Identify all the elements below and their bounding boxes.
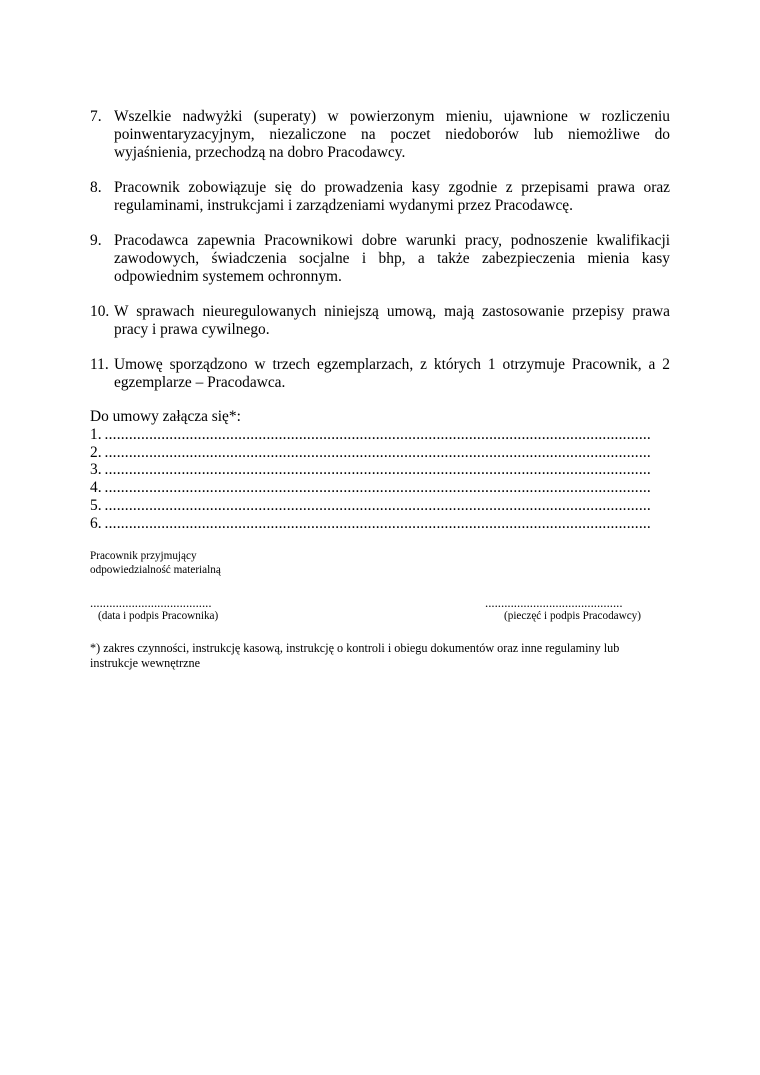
- clause-text: Pracownik zobowiązuje się do prowadzenia kasy zgodnie z przepisami prawa oraz regulaminami, instrukcjami i zarządzeniami wydanymi przez Pracodawcę.: [114, 178, 670, 214]
- clause-text: Pracodawca zapewnia Pracownikowi dobre warunki pracy, podnoszenie kwalifikacji zawodowych, świadczenia socjalne i bhp, a także zabezpieczenia mienia kasy odpowiednim systemem ochronnym.: [114, 231, 670, 285]
- attachment-number: 3.: [90, 461, 102, 479]
- attachment-line-1: [90, 426, 670, 444]
- clause-text: Wszelkie nadwyżki (superaty) w powierzonym mieniu, ujawnione w rozliczeniu poinwentaryzacyjnym, niezaliczone na poczet niedoborów lub niemożliwe do wyjaśnienia, przechodzą na dobro Pracodawcy.: [114, 108, 670, 161]
- clause-number: 11.: [90, 355, 109, 373]
- clause-text: W sprawach nieuregulowanych niniejszą umową, mają zastosowanie przepisy prawa pracy i prawa cywilnego.: [114, 302, 670, 338]
- attachment-line-3: [90, 461, 670, 479]
- employee-signature-line: ......................................: [90, 596, 212, 610]
- clause-9: [90, 232, 670, 285]
- attachment-fill-line: .......................................................................................................................................: [104, 479, 651, 497]
- attachment-number: 2.: [90, 443, 102, 461]
- attachment-number: 4.: [90, 479, 102, 497]
- attachment-fill-line: .......................................................................................................................................: [104, 514, 651, 532]
- attachment-fill-line: .......................................................................................................................................: [104, 443, 651, 461]
- attachment-line-6: [90, 515, 670, 533]
- clause-number: 7.: [90, 108, 102, 125]
- attachment-number: 6.: [90, 514, 102, 532]
- clause-8: [90, 179, 670, 215]
- clause-10: [90, 303, 670, 339]
- employer-signature-line: ...........................................: [485, 596, 623, 610]
- attachment-line-5: [90, 497, 670, 515]
- attachments-heading: Do umowy załącza się*:: [90, 408, 241, 425]
- employee-signature-label: [90, 549, 221, 577]
- attachment-line-2: [90, 444, 670, 462]
- clause-text: Umowę sporządzono w trzech egzemplarzach, z których 1 otrzymuje Pracownik, a 2 egzemplarze – Pracodawca.: [114, 355, 670, 391]
- clause-number: 9.: [90, 231, 102, 249]
- footnote: *) zakres czynności, instrukcję kasową, instrukcję o kontroli i obiegu dokumentów oraz inne regulaminy lub instrukcje wewnętrzne: [90, 641, 620, 670]
- employee-label-line-1: Pracownik przyjmujący: [90, 550, 197, 562]
- attachments-section: [90, 408, 670, 533]
- attachment-number: 1.: [90, 425, 102, 443]
- employer-signature-caption: (pieczęć i podpis Pracodawcy): [504, 610, 641, 622]
- clause-number: 8.: [90, 178, 102, 196]
- employee-label-line-2: odpowiedzialność materialną: [90, 564, 221, 576]
- employee-signature-caption: (data i podpis Pracownika): [98, 610, 219, 622]
- clauses-list: [90, 108, 670, 409]
- attachment-number: 5.: [90, 496, 102, 514]
- attachment-fill-line: .......................................................................................................................................: [104, 496, 651, 514]
- clause-7: [90, 108, 670, 161]
- attachment-line-4: [90, 479, 670, 497]
- clause-number: 10.: [90, 302, 110, 320]
- attachment-fill-line: .......................................................................................................................................: [104, 425, 651, 443]
- attachment-fill-line: .......................................................................................................................................: [104, 461, 651, 479]
- clause-11: [90, 356, 670, 392]
